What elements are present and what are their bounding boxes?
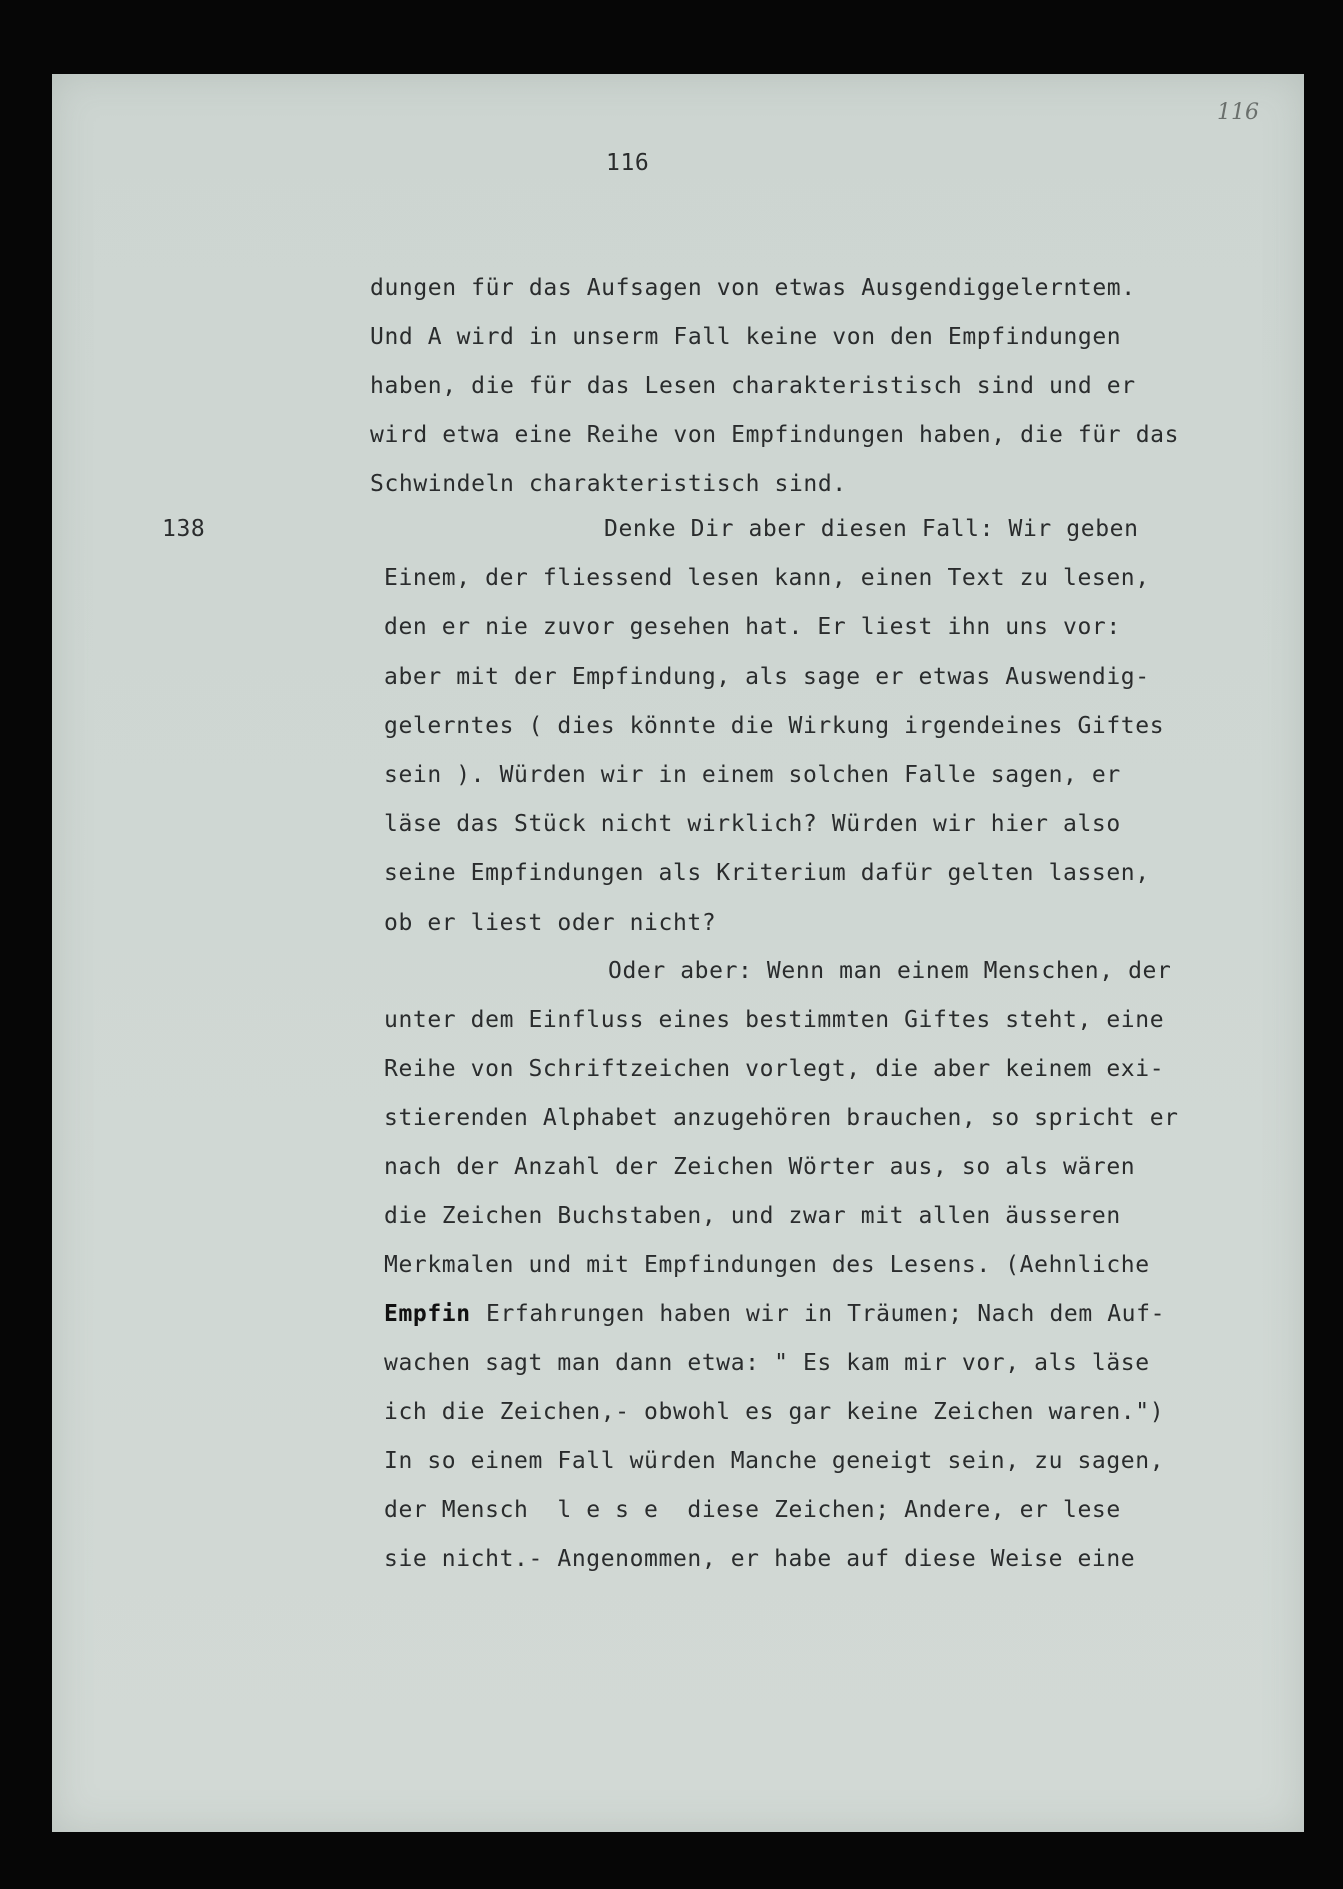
paragraph-first-line: Denke Dir aber diesen Fall: Wir geben (604, 516, 1139, 542)
text-line: ich die Zeichen,- obwohl es gar keine Zeichen waren.") (384, 1399, 1165, 1425)
struck-out-word: Empfin (384, 1301, 471, 1327)
archive-folio-number: 116 (1217, 100, 1259, 125)
text-line: In so einem Fall würden Manche geneigt sein, zu sagen, (384, 1448, 1165, 1474)
text-line: haben, die für das Lesen charakteristisch sind und er (370, 373, 1136, 399)
text-line: läse das Stück nicht wirklich? Würden wir hier also (384, 811, 1121, 837)
text-line: ob er liest oder nicht? (384, 910, 717, 936)
text-line: Erfahrungen haben wir in Träumen; Nach dem Auf- (486, 1301, 1166, 1327)
text-line: der Mensch l e s e diese Zeichen; Andere, er lese (384, 1497, 1121, 1523)
page-number: 116 (606, 150, 650, 176)
text-line: sein ). Würden wir in einem solchen Falle sagen, er (384, 762, 1121, 788)
text-line: seine Empfindungen als Kriterium dafür gelten lassen, (384, 860, 1150, 886)
text-line: unter dem Einfluss eines bestimmten Giftes steht, eine (384, 1007, 1165, 1033)
margin-section-number: 138 (162, 516, 206, 542)
text-line: dungen für das Aufsagen von etwas Ausgendiggelerntem. (370, 275, 1136, 301)
text-line: die Zeichen Buchstaben, und zwar mit allen äusseren (384, 1203, 1121, 1229)
typescript-page (52, 74, 1304, 1832)
text-line: Und A wird in unserm Fall keine von den Empfindungen (370, 324, 1122, 350)
text-line: wachen sagt man dann etwa: " Es kam mir vor, als läse (384, 1350, 1150, 1376)
text-line: sie nicht.- Angenommen, er habe auf diese Weise eine (384, 1546, 1136, 1572)
text-line: gelerntes ( dies könnte die Wirkung irgendeines Giftes (384, 713, 1165, 739)
text-line: nach der Anzahl der Zeichen Wörter aus, so als wären (384, 1154, 1136, 1180)
paragraph-first-line: Oder aber: Wenn man einem Menschen, der (608, 958, 1172, 984)
text-line: wird etwa eine Reihe von Empfindungen haben, die für das (370, 422, 1180, 448)
text-line: Schwindeln charakteristisch sind. (370, 471, 847, 497)
text-line: stierenden Alphabet anzugehören brauchen, so spricht er (384, 1105, 1179, 1131)
text-line: Merkmalen und mit Empfindungen des Lesens. (Aehnliche (384, 1252, 1150, 1278)
text-line: den er nie zuvor gesehen hat. Er liest ihn uns vor: (384, 614, 1121, 640)
text-line: aber mit der Empfindung, als sage er etwas Auswendig- (384, 664, 1150, 690)
text-line: Reihe von Schriftzeichen vorlegt, die aber keinem exi- (384, 1056, 1165, 1082)
text-line: Einem, der fliessend lesen kann, einen Text zu lesen, (384, 565, 1150, 591)
